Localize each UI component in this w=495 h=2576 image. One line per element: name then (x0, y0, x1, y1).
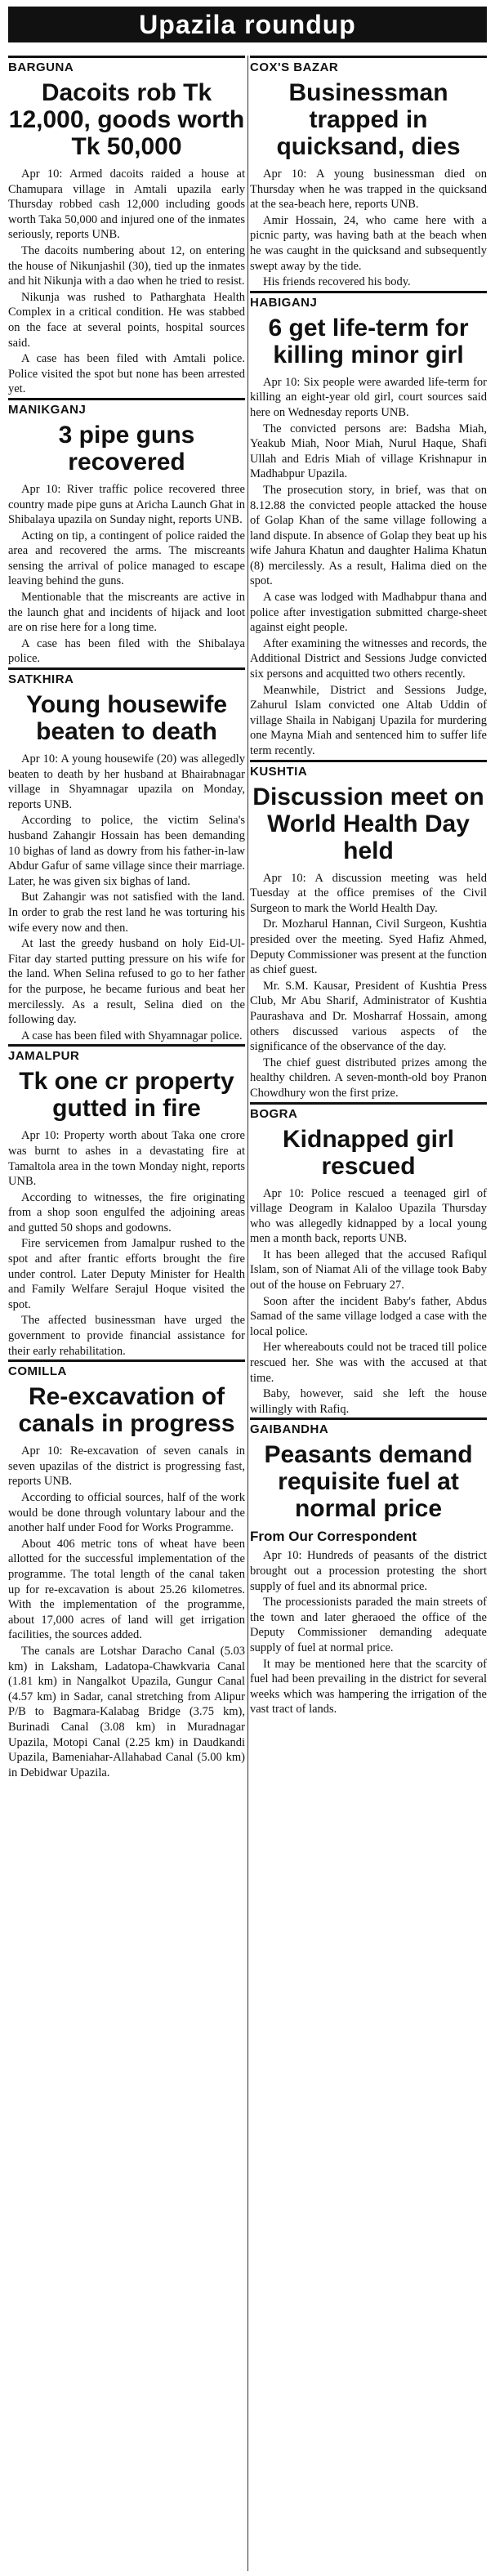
newspaper-page (0, 7, 495, 2576)
headline: Young housewife beaten to death (25, 691, 228, 746)
columns (8, 56, 487, 2571)
paragraph: A case has been filed with Amtali police. Police visited the spot but none has been arrested yet. (8, 352, 245, 396)
paragraph: A case has been filed with Shyamnagar police. (21, 1029, 243, 1042)
paragraph: The convicted persons are: Badsha Miah, Yeakub Miah, Noor Miah, Nurul Haque, Shafi Ullah and Edris Miah of village Krishnapur in Madhabpur Upazila. (250, 422, 487, 481)
headline: 6 get life-term for killing minor girl (268, 314, 469, 368)
story (250, 1417, 487, 1717)
headline: Dacoits rob Tk 12,000, goods worth Tk 50,000 (8, 79, 245, 160)
right-column (250, 56, 487, 2571)
story-body (8, 752, 245, 1043)
paragraph: Apr 10: Property worth about Taka one crore was burnt to ashes in a devastating fire at Tamaltola area in the town Monday night, reports UNB. (8, 1129, 245, 1189)
paragraph: A case was lodged with Madhabpur thana and police after investigation submitted charge-sheet against eight people. (250, 591, 487, 635)
story-body (250, 871, 487, 1101)
section-label: HABIGANJ (250, 291, 487, 310)
paragraph: The canals are Lotshar Daracho Canal (5.03 km) in Laksham, Ladatopa-Chawkvaria Canal (1.81 km) in Nangalkot Upazila, Gungur Canal (4.57 km) in Sadar, canal stretching from Alipur P/B to Bagmara-Kalabag Bridge (3.75 km), Burinadi Canal (3.08 km) in Muradnagar Upazila, Motopi Canal (2.25 km) in Daudkandi Upazila, Bameniahar-Allahabad Canal (5.00 km) in Debidwar Upazila. (8, 1644, 245, 1779)
paragraph: Apr 10: A young businessman died on Thursday when he was trapped in the quicksand at the sea-beach here, reports UNB. (250, 167, 487, 212)
section-label: JAMALPUR (8, 1044, 245, 1063)
story (250, 291, 487, 759)
paragraph: Acting on tip, a contingent of police raided the area and recovered the arms. The miscreants sensing the arrival of police managed to escape leaving behind the guns. (8, 529, 245, 588)
paragraph: The prosecution story, in brief, was that on 8.12.88 the convicted people attacked the house of Golap Khan of the same village following a land dispute. In absence of Golap they beat up his wife Jahura Khatun and daughter Halima Khatun (8) mercilessly. As a result, Halima died on the spot. (250, 483, 487, 588)
section-label: COMILLA (8, 1359, 245, 1378)
paragraph: Apr 10: River traffic police recovered three country made pipe guns at Aricha Launch Ghat in Shibalaya upazila on Sunday night, reports UNB. (8, 482, 245, 527)
paragraph: It has been alleged that the accused Rafiqul Islam, son of Niamat Ali of the village took Baby out of the house on February 27. (250, 1248, 487, 1292)
section-label: COX'S BAZAR (250, 56, 487, 74)
paragraph: Soon after the incident Baby's father, Abdus Samad of the same village lodged a case with the local police. (250, 1294, 487, 1338)
paragraph: The dacoits numbering about 12, on entering the house of Nikunjashil (30), tied up the inmates and hit Nikunja with a dao when he tried to resist. (8, 243, 245, 288)
paragraph: Her whereabouts could not be traced till police rescued her. She was with the accused at that time. (250, 1341, 487, 1385)
story-body (250, 375, 487, 759)
paragraph: Apr 10: Armed dacoits raided a house at Chamupara village in Amtali upazila early Thursday robbed cash 12,000 including goods worth Taka 50,000 and injured one of the inmates seriously, reports UNB. (8, 167, 245, 242)
story-body (8, 167, 245, 397)
headline: Tk one cr property gutted in fire (19, 1068, 234, 1123)
paragraph: Amir Hossain, 24, who came here with a picnic party, was having bath at the beach when he was caught in the quicksand and subsequently swept away by the tide. (250, 213, 487, 273)
paragraph: According to police, the victim Selina's husband Zahangir Hossain has been demanding 10 bighas of land as dowry from his father-in-law Abdur Gafur of same village since their marriage. Later, he was given six bighas of land. (8, 814, 245, 888)
section-label: BOGRA (250, 1102, 487, 1121)
paragraph: Fire servicemen from Jamalpur rushed to the spot and after frantic efforts brought the fire under control. Later Deputy Minister for Health and Family Welfare Serajul Hoque visited the spot. (8, 1237, 245, 1311)
paragraph: According to official sources, half of the work would be done through voluntary labour and the another half under Food for Works Programme. (8, 1491, 245, 1535)
story-body (8, 1444, 245, 1780)
page-banner: Upazila roundup (8, 7, 487, 42)
headline: Discussion meet on World Health Day held (252, 783, 484, 864)
story-body (8, 482, 245, 667)
story (8, 667, 245, 1043)
paragraph: It may be mentioned here that the scarcity of fuel had been prevailing in the district for several weeks which was hampering the irrigation of the vast tract of lands. (250, 1657, 487, 1717)
paragraph: A case has been filed with the Shibalaya police. (8, 636, 245, 666)
story-body (250, 167, 487, 290)
section-label: SATKHIRA (8, 667, 245, 686)
story (250, 1102, 487, 1417)
headline: Re-excavation of canals in progress (18, 1383, 235, 1438)
headline: Businessman trapped in quicksand, dies (276, 79, 461, 160)
story-body (250, 1186, 487, 1417)
paragraph: But Zahangir was not satisfied with the land. In order to grab the rest land he was torturing his wife every now and then. (8, 891, 245, 935)
paragraph: Apr 10: Police rescued a teenaged girl of village Deogram in Kalaloo Upazila Thursday who was allegedly kidnapped by a local young men a month back, reports UNB. (250, 1186, 487, 1246)
headline: Kidnapped girl rescued (283, 1125, 454, 1180)
paragraph: About 406 metric tons of wheat have been allotted for the successful implementation of the programme. The total length of the canal taken up for re-excavation is about 25.26 kilometres. With the implementation of the programme, about 17,000 acres of land will get irrigation facilities, the sources added. (8, 1537, 245, 1642)
paragraph: Apr 10: Hundreds of peasants of the district brought out a procession protesting the short supply of fuel and its abnormal price. (250, 1549, 487, 1593)
headline: 3 pipe guns recovered (58, 421, 195, 475)
section-label: BARGUNA (8, 56, 245, 74)
paragraph: Apr 10: Re-excavation of seven canals in seven upazilas of the district is progressing fast, reports UNB. (8, 1444, 245, 1489)
story (250, 760, 487, 1101)
paragraph: The processionists paraded the main streets of the town and later gheraoed the office of the Deputy Commissioner demanding adequate supply of fuel at normal price. (250, 1596, 487, 1654)
paragraph: The affected businessman have urged the government to provide financial assistance for their early rehabilitation. (8, 1314, 245, 1358)
story-body (250, 1548, 487, 1717)
paragraph: Dr. Mozharul Hannan, Civil Surgeon, Kushtia presided over the meeting. Syed Hafiz Ahmed, Deputy Commissioner was present at the function as chief guest. (250, 917, 487, 977)
section-label: GAIBANDHA (250, 1417, 487, 1436)
paragraph: Nikunja was rushed to Patharghata Health Complex in a critical condition. He was stabbed on the face at several points, hospital sources said. (8, 290, 245, 350)
story-body (8, 1128, 245, 1359)
paragraph: According to witnesses, the fire originating from a shop soon engulfed the adjoining areas and gutted 50 shops and godowns. (8, 1190, 245, 1234)
paragraph: Meanwhile, District and Sessions Judge, Zahurul Islam convicted one Altab Uddin of village Shaila in Nabiganj Upazila for murdering one Mayna Miah and sentenced him to suffer life term recently. (250, 683, 487, 757)
paragraph: His friends recovered his body. (263, 275, 411, 289)
story (250, 56, 487, 290)
paragraph: Mentionable that the miscreants are active in the launch ghat and incidents of hijack and loot are on rise here for a long time. (8, 591, 245, 635)
paragraph: Apr 10: A discussion meeting was held Tuesday at the office premises of the Civil Surgeon to mark the World Health Day. (250, 871, 487, 915)
section-label: KUSHTIA (250, 760, 487, 779)
story (8, 398, 245, 667)
byline: From Our Correspondent (250, 1529, 417, 1545)
paragraph: Apr 10: A young housewife (20) was allegedly beaten to death by her husband at Bhairabnagar village in Shyamnagar upazila on Monday, reports UNB. (8, 752, 245, 811)
story (8, 1044, 245, 1359)
story (8, 1359, 245, 1780)
paragraph: The chief guest distributed prizes among the healthy children. A seven-month-old boy Pranon Chowdhury won the first prize. (250, 1056, 487, 1100)
paragraph: Baby, however, said she left the house willingly with Rafiq. (250, 1387, 487, 1416)
story (8, 56, 245, 397)
left-column (8, 56, 245, 2571)
headline: Peasants demand requisite fuel at normal price (264, 1441, 473, 1523)
section-label: MANIKGANJ (8, 398, 245, 417)
paragraph: After examining the witnesses and records, the Additional District and Sessions Judge convicted six persons and acquitted two others recently. (250, 636, 487, 681)
paragraph: Apr 10: Six people were awarded life-term for killing an eight-year old girl, court sources said here on Wednesday reports UNB. (250, 375, 487, 419)
paragraph: Mr. S.M. Kausar, President of Kushtia Press Club, Mr Abu Sharif, Administrator of Kushtia Paurashava and Dr. Mosharraf Hossain, among others discussed various aspects of the significance of the observance of the day. (250, 979, 487, 1054)
paragraph: At last the greedy husband on holy Eid-Ul-Fitar day started putting pressure on his wife for the land. When Selina refused to go to her father for the purpose, he became furious and beat her mercilessly. As a result, Selina died on the following day. (8, 937, 245, 1027)
